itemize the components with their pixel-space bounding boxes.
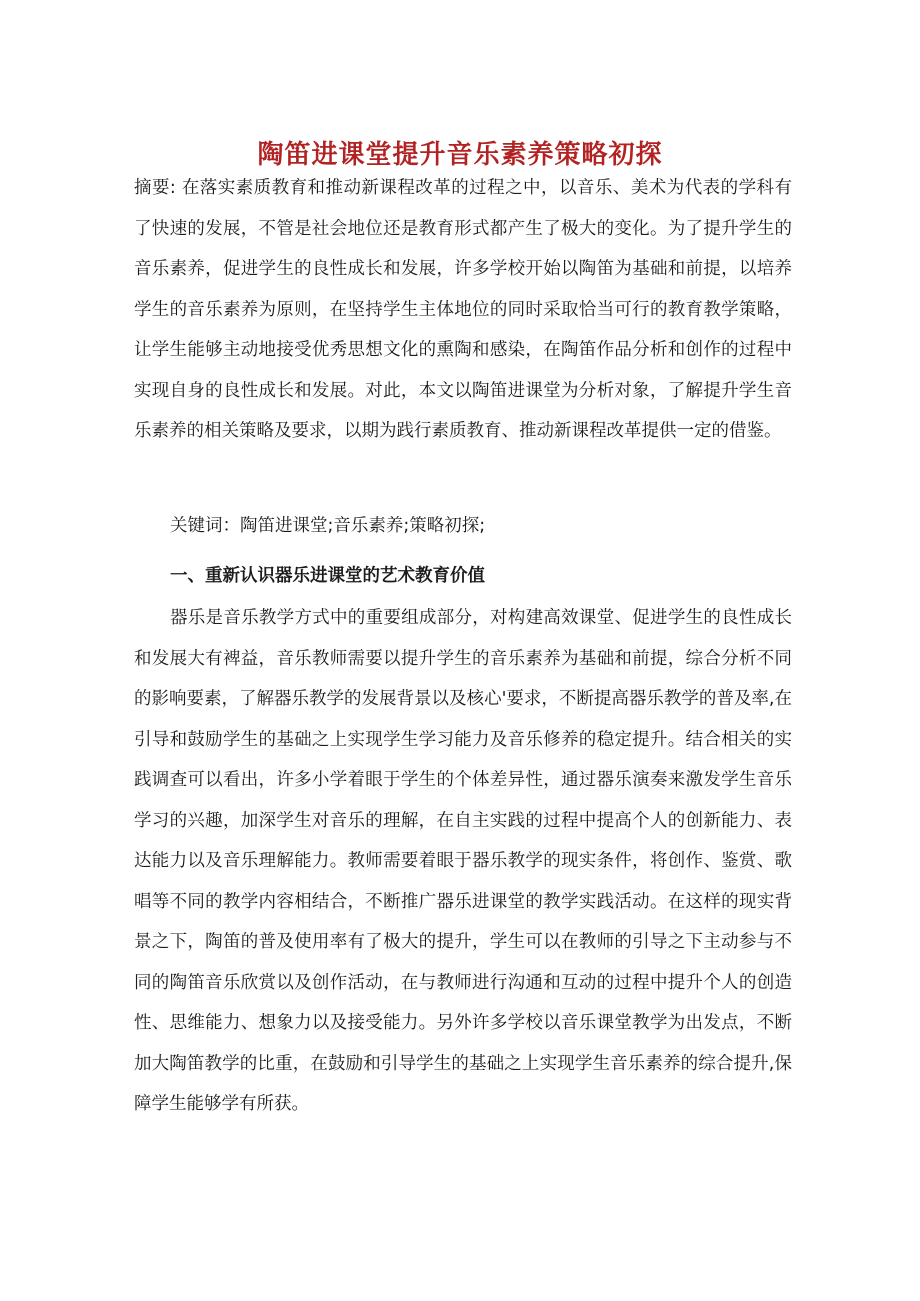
- body-paragraph: 器乐是音乐教学方式中的重要组成部分，对构建高效课堂、促进学生的良性成长和发展大有裨益，音乐教师需要以提升学生的音乐素养为基础和前提，综合分析不同的影响要素，了解器乐教学的发展背景以及核心'要求，不断提高器乐教学的普及率,在引导和鼓励学生的基础之上实现学生学习能力及音乐修养的稳定提升。结合相关的实践调查可以看出，许多小学着眼于学生的个体差异性，通过器乐演奏来激发学生音乐学习的兴趣，加深学生对音乐的理解，在自主实践的过程中提高个人的创新能力、表达能力以及音乐理解能力。教师需要着眼于器乐教学的现实条件，将创作、鉴赏、歌唱等不同的教学内容相结合，不断推广器乐进课堂的教学实践活动。在这样的现实背景之下，陶笛的普及使用率有了极大的提升，学生可以在教师的引导之下主动参与不同的陶笛音乐欣赏以及创作活动，在与教师进行沟通和互动的过程中提升个人的创造性、思维能力、想象力以及接受能力。另外许多学校以音乐课堂教学为出发点，不断加大陶笛教学的比重，在鼓励和引导学生的基础之上实现学生音乐素养的综合提升,保障学生能够学有所获。: [134, 608, 792, 1114]
- document-title: 陶笛进课堂提升音乐素养策略初探: [257, 140, 663, 171]
- abstract-paragraph: 摘要: 在落实素质教育和推动新课程改革的过程之中，以音乐、美术为代表的学科有了快速的发展，不管是社会地位还是教育形式都产生了极大的变化。为了提升学生的音乐素养，促进学生的良性成长和发展，许多学校开始以陶笛为基础和前提，以培养学生的音乐素养为原则，在坚持学生主体地位的同时采取恰当可行的教育教学策略，让学生能够主动地接受优秀思想文化的熏陶和感染，在陶笛作品分析和创作的过程中实现自身的良性成长和发展。对此，本文以陶笛进课堂为分析对象，了解提升学生音乐素养的相关策略及要求，以期为践行素质教育、推动新课程改革提供一定的借鉴。: [134, 178, 792, 441]
- keywords-line: 关键词：陶笛进课堂;音乐素养;策略初探;: [170, 516, 486, 536]
- section-heading: 一、重新认识器乐进课堂的艺术教育价值: [170, 566, 485, 586]
